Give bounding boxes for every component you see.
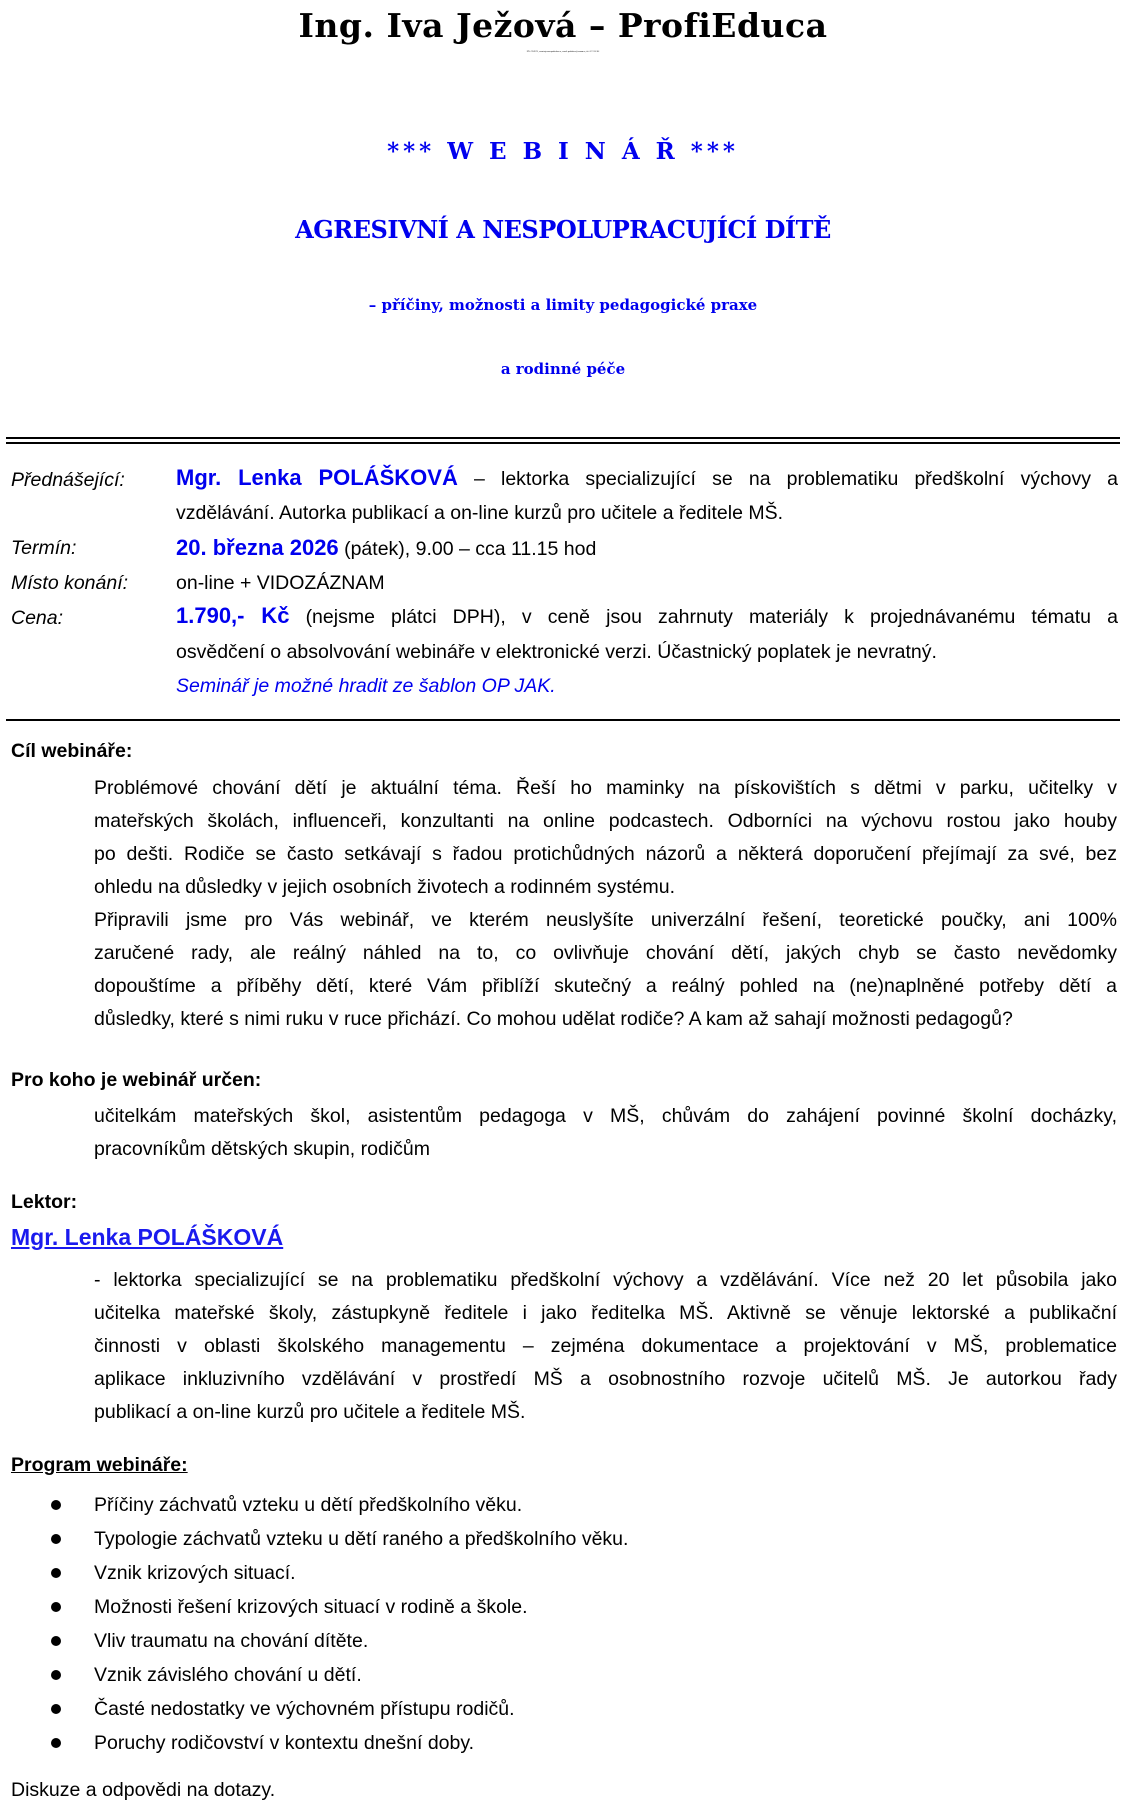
bullet-icon bbox=[51, 1704, 61, 1714]
program-item: Poruchy rodičovství v kontextu dnešní doby. bbox=[94, 1732, 475, 1754]
lector-bio-line: aplikace inkluzivního vzdělávání v prostředí MŠ a osobnostního rozvoje učitelů MŠ. Je autorkou řady bbox=[94, 1368, 1117, 1390]
goal-heading: Cíl webináře: bbox=[11, 740, 133, 762]
audience-line: pracovníkům dětských skupin, rodičům bbox=[94, 1138, 430, 1160]
program-item: Vliv traumatu na chování dítěte. bbox=[94, 1630, 369, 1652]
date-value: 20. března 2026 bbox=[176, 535, 339, 560]
place-value: on-line + VIDOZÁZNAM bbox=[176, 572, 385, 594]
audience-line: učitelkám mateřských škol, asistentům pedagoga v MŠ, chůvám do zahájení povinné školní docházky, bbox=[94, 1105, 1117, 1127]
program-item: Vznik závislého chování u dětí. bbox=[94, 1664, 362, 1686]
lecturer-description-1: – lektorka specializující se na problematiku předškolní výchovy a bbox=[474, 468, 1119, 490]
lecturer-name: Mgr. Lenka POLÁŠKOVÁ bbox=[176, 465, 458, 490]
goal-line: Problémové chování dětí je aktuální téma. Řeší ho maminky na pískovištích s dětmi v parku, učitelky v bbox=[94, 777, 1117, 799]
audience-heading: Pro koho je webinář určen: bbox=[11, 1069, 262, 1091]
lecturer-label: Přednášející: bbox=[11, 469, 125, 491]
lector-bio-line: učitelka mateřské školy, zástupkyně ředitele i jako ředitelka MŠ. Aktivně se věnuje lektorské a publikační bbox=[94, 1302, 1117, 1324]
double-divider bbox=[6, 437, 1120, 444]
bullet-icon bbox=[51, 1670, 61, 1680]
organization-contact: IČO: 07849711, www.ivajezova-profieduca.cz, e-mail: profieduca@seznam.cz, tel.: 607 526 386 bbox=[526, 52, 600, 53]
bullet-icon bbox=[51, 1500, 61, 1510]
lector-bio-line: - lektorka specializující se na problematiku předškolní výchovy a vzdělávání. Více než 20 let působila jako bbox=[94, 1269, 1117, 1291]
webinar-tag: *** W E B I N Á Ř *** bbox=[387, 138, 739, 165]
goal-line: zaručené rady, ale reálný náhled na to, co ovlivňuje chování dětí, jakých chyb se často nevědomky bbox=[94, 942, 1117, 964]
goal-line: důsledky, které s nimi ruku v ruce přichází. Co mohou udělat rodiče? A kam až sahají možnosti pedagogů? bbox=[94, 1008, 1013, 1030]
program-heading: Program webináře: bbox=[11, 1454, 188, 1476]
goal-line: po dešti. Rodiče se často setkávají s řadou protichůdných názorů a některá doporučení přejímají za své, bez bbox=[94, 843, 1117, 865]
place-label: Místo konání: bbox=[11, 572, 129, 594]
price-line1 bbox=[176, 603, 1118, 630]
divider bbox=[6, 719, 1120, 721]
lecturer-line1 bbox=[176, 465, 1118, 492]
bullet-icon bbox=[51, 1738, 61, 1748]
goal-line: Připravili jsme pro Vás webinář, ve kterém neuslyšíte univerzální řešení, teoretické poučky, ani 100% bbox=[94, 909, 1117, 931]
bullet-icon bbox=[51, 1568, 61, 1578]
date-line bbox=[176, 535, 596, 562]
program-item: Vznik krizových situací. bbox=[94, 1562, 296, 1584]
date-details: (pátek), 9.00 – cca 11.15 hod bbox=[344, 538, 597, 560]
funding-note: Seminář je možné hradit ze šablon OP JAK. bbox=[176, 675, 556, 697]
program-item: Typologie záchvatů vzteku u dětí raného a předškolního věku. bbox=[94, 1528, 629, 1550]
event-title: AGRESIVNÍ A NESPOLUPRACUJÍCÍ DÍTĚ bbox=[295, 215, 831, 244]
goal-line: mateřských školách, influenceři, konzultanti na online podcastech. Odborníci na výchovu rostou jako houby bbox=[94, 810, 1117, 832]
program-closing: Diskuze a odpovědi na dotazy. bbox=[11, 1779, 276, 1801]
date-label: Termín: bbox=[11, 537, 77, 559]
event-subtitle-line2: a rodinné péče bbox=[500, 360, 626, 378]
program-item: Časté nedostatky ve výchovném přístupu rodičů. bbox=[94, 1698, 515, 1720]
organization-name: Ing. Iva Ježová – ProfiEduca bbox=[298, 6, 828, 45]
lector-heading: Lektor: bbox=[11, 1191, 78, 1213]
price-details-2: osvědčení o absolvování webináře v elektronické verzi. Účastnický poplatek je nevratný. bbox=[176, 641, 937, 663]
price-label: Cena: bbox=[11, 607, 64, 629]
bullet-icon bbox=[51, 1534, 61, 1544]
program-item: Příčiny záchvatů vzteku u dětí předškolního věku. bbox=[94, 1494, 523, 1516]
lector-bio-line: činnosti v oblasti školského managementu – zejména dokumentace a projektování v MŠ, problematice bbox=[94, 1335, 1117, 1357]
lector-bio-line: publikací a on-line kurzů pro učitele a ředitele MŠ. bbox=[94, 1401, 526, 1423]
program-item: Možnosti řešení krizových situací v rodině a škole. bbox=[94, 1596, 528, 1618]
price-details-1: (nejsme plátci DPH), v ceně jsou zahrnuty materiály k projednávanému tématu a bbox=[305, 606, 1118, 628]
lector-name-link[interactable]: Mgr. Lenka POLÁŠKOVÁ bbox=[11, 1224, 284, 1250]
goal-line: dopouštíme a příběhy dětí, které Vám přiblíží skutečný a reálný pohled na (ne)naplněné potřeby dětí a bbox=[94, 975, 1117, 997]
price-value: 1.790,- Kč bbox=[176, 603, 290, 628]
bullet-icon bbox=[51, 1602, 61, 1612]
lecturer-description-2: vzdělávání. Autorka publikací a on-line kurzů pro učitele a ředitele MŠ. bbox=[176, 502, 783, 524]
goal-line: ohledu na důsledky v jejich osobních životech a rodinném systému. bbox=[94, 876, 675, 898]
bullet-icon bbox=[51, 1636, 61, 1646]
event-subtitle-line1: – příčiny, možnosti a limity pedagogické praxe bbox=[368, 296, 758, 314]
